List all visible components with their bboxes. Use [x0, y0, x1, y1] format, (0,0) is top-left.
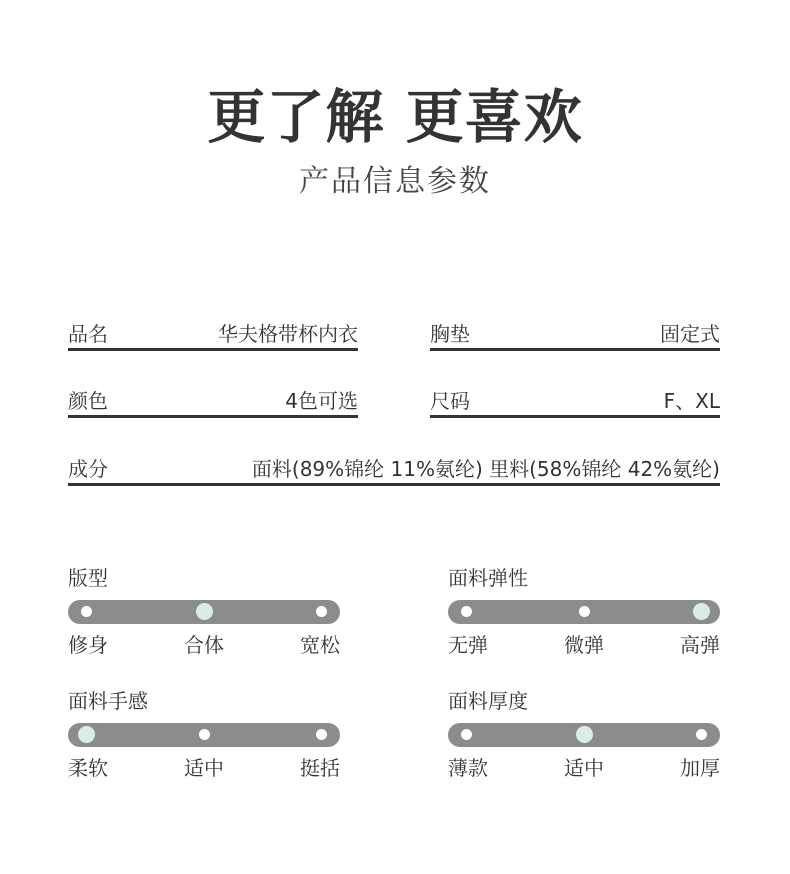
scale-elasticity	[448, 562, 720, 662]
scale-dot	[81, 606, 92, 617]
divider	[430, 415, 720, 418]
scale-dot	[461, 606, 472, 617]
scale-dot	[316, 729, 327, 740]
scale-dot-selected	[78, 726, 95, 743]
scale-option: 挺括	[300, 756, 340, 780]
scale-dot-selected	[693, 603, 710, 620]
info-label-pad: 胸垫	[430, 322, 470, 346]
scale-track	[448, 600, 720, 624]
scale-dot-selected	[576, 726, 593, 743]
scale-option: 柔软	[68, 756, 108, 780]
scale-dot-selected	[196, 603, 213, 620]
scale-title: 面料手感	[68, 689, 148, 713]
scale-track	[448, 723, 720, 747]
divider	[68, 483, 720, 486]
info-label-name: 品名	[68, 322, 108, 346]
scale-option: 宽松	[300, 633, 340, 657]
info-label-color: 颜色	[68, 389, 108, 413]
scale-option: 薄款	[448, 756, 488, 780]
scale-option: 加厚	[680, 756, 720, 780]
info-label-size: 尺码	[430, 389, 470, 413]
scale-track	[68, 600, 340, 624]
scale-title: 面料厚度	[448, 689, 528, 713]
info-row-pad	[430, 318, 720, 346]
scale-dot	[316, 606, 327, 617]
divider	[68, 348, 358, 351]
page-title: 更了解 更喜欢	[207, 83, 583, 151]
page-subtitle: 产品信息参数	[299, 164, 491, 199]
scale-dot	[579, 606, 590, 617]
divider	[68, 415, 358, 418]
info-row-size	[430, 385, 720, 413]
scale-dot	[199, 729, 210, 740]
scale-option: 合体	[184, 633, 224, 657]
scale-fit	[68, 562, 340, 662]
info-row-name	[68, 318, 358, 346]
scale-option: 适中	[564, 756, 604, 780]
scale-hand-feel	[68, 685, 340, 785]
scale-title: 面料弹性	[448, 566, 528, 590]
scale-title: 版型	[68, 566, 108, 590]
info-row-composition	[68, 453, 720, 481]
scale-option: 修身	[68, 633, 108, 657]
scale-option: 微弹	[564, 633, 604, 657]
info-row-color	[68, 385, 358, 413]
scale-option: 适中	[184, 756, 224, 780]
info-label-composition: 成分	[68, 457, 108, 481]
scale-track	[68, 723, 340, 747]
scale-thickness	[448, 685, 720, 785]
info-value-color: 4色可选	[285, 389, 358, 413]
divider	[430, 348, 720, 351]
scale-dot	[696, 729, 707, 740]
info-value-pad: 固定式	[660, 322, 720, 346]
scale-dot	[461, 729, 472, 740]
scale-option: 无弹	[448, 633, 488, 657]
info-value-name: 华夫格带杯内衣	[218, 322, 358, 346]
info-value-composition: 面料(89%锦纶 11%氨纶) 里料(58%锦纶 42%氨纶)	[251, 457, 720, 481]
info-value-size: F、XL	[663, 389, 720, 413]
scale-option: 高弹	[680, 633, 720, 657]
